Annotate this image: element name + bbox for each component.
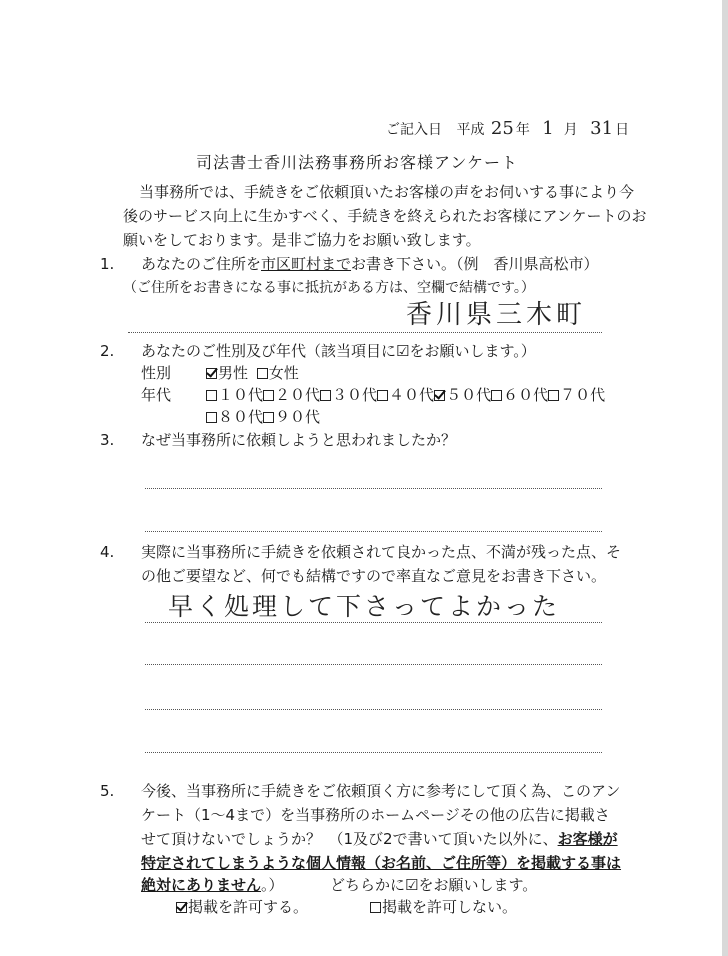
q5-text-line-2: ケート（1～4まで）を当事務所のホームページその他の広告に掲載さ: [141, 806, 610, 824]
gender-female-label: 女性: [268, 364, 299, 382]
intro-line-3: 願いをしております。是非ご協力をお願い致します。: [123, 231, 481, 249]
age-20s-label: ２０代: [275, 386, 321, 404]
age-40s-label: ４０代: [389, 386, 435, 404]
date-era: 平成: [456, 122, 485, 138]
publish-allow-label: 掲載を許可する。: [188, 898, 309, 916]
q5-text-line-5: [141, 876, 284, 895]
scan-edge: [722, 0, 728, 956]
gender-label: 性別: [141, 364, 172, 382]
q4-text-line-1: 実際に当事務所に手続きを依頼されて良かった点、不満が残った点、そ: [141, 543, 622, 561]
q3-answer-line-1[interactable]: [145, 488, 602, 489]
q5-text-line-4: 特定されてしまうような個人情報（お名前、ご住所等）を掲載する事は: [141, 854, 622, 872]
q1-text-underlined: 市区町村まで: [261, 255, 352, 273]
q1-number: 1.: [100, 255, 115, 273]
age-10s-label: １０代: [218, 386, 264, 404]
age-options-row-1: [206, 386, 605, 405]
age-20s-checkbox[interactable]: [263, 390, 274, 401]
age-40s-checkbox[interactable]: [377, 390, 388, 401]
age-50s-checkbox[interactable]: [434, 390, 445, 401]
q1-text-post: お書き下さい。（例 香川県高松市）: [351, 255, 599, 273]
q5-line-3-bold: お客様が: [557, 830, 618, 848]
q1-answer: 香川県三木町: [406, 300, 587, 330]
q4-number: 4.: [100, 543, 115, 561]
publish-allow-option[interactable]: [176, 898, 308, 917]
date-month: 1: [542, 118, 554, 139]
date-label: ご記入日: [386, 122, 442, 138]
age-90s-label: ９０代: [275, 408, 321, 426]
q4-answer: 早く処理して下さってよかった: [168, 592, 561, 621]
q5-number: 5.: [100, 782, 115, 800]
gender-male-checkbox[interactable]: [206, 368, 217, 379]
q5-check-instruction: どちらかに☑をお願いします。: [330, 876, 538, 894]
q5-line-3-pre: せて頂けないでしょうか？ （1及び2で書いて頂いた以外に、: [141, 830, 558, 848]
age-30s-label: ３０代: [332, 386, 378, 404]
q1-note: （ご住所をお書きになる事に抵抗がある方は、空欄で結構です。）: [123, 280, 535, 296]
date-day-unit: 日: [615, 122, 630, 138]
q5-line-5-bold: 絶対にありません: [141, 876, 262, 894]
publish-deny-label: 掲載を許可しない。: [382, 898, 518, 916]
q5-line-5-post: 。）: [261, 876, 284, 894]
date-year: 25: [490, 118, 514, 139]
intro-line-1: 当事務所では、手続きをご依頼頂いたお客様の声をお伺いする事により今: [139, 183, 635, 201]
q4-answer-line-1[interactable]: [145, 622, 602, 623]
age-50s-label: ５０代: [446, 386, 492, 404]
age-label: 年代: [141, 386, 172, 404]
gender-male-label: 男性: [218, 364, 249, 382]
age-70s-checkbox[interactable]: [548, 390, 559, 401]
q4-answer-line-4[interactable]: [145, 752, 602, 753]
gender-female-checkbox[interactable]: [257, 368, 268, 379]
age-30s-checkbox[interactable]: [320, 390, 331, 401]
date-day: 31: [590, 118, 614, 139]
q4-answer-line-3[interactable]: [145, 709, 602, 710]
q4-text-line-2: の他ご要望など、何でも結構ですので率直なご意見をお書き下さい。: [141, 567, 607, 585]
q3-text: なぜ当事務所に依頼しようと思われましたか？: [141, 431, 457, 449]
publish-deny-option[interactable]: [370, 898, 517, 917]
gender-options: [206, 364, 299, 383]
publish-allow-checkbox[interactable]: [176, 902, 187, 913]
age-60s-label: ６０代: [503, 386, 549, 404]
q1-text-pre: あなたのご住所を: [141, 255, 262, 273]
intro-line-2: 後のサービス向上に生かすべく、手続きを終えられたお客様にアンケートのお: [123, 207, 647, 225]
q4-answer-line-2[interactable]: [145, 664, 602, 665]
age-60s-checkbox[interactable]: [491, 390, 502, 401]
age-10s-checkbox[interactable]: [206, 390, 217, 401]
q1-text: [141, 255, 599, 274]
q1-answer-line: [128, 332, 602, 333]
age-70s-label: ７０代: [560, 386, 606, 404]
page-title: 司法書士香川法務事務所お客様アンケート: [196, 153, 519, 172]
q2-number: 2.: [100, 342, 115, 360]
age-80s-checkbox[interactable]: [206, 412, 217, 423]
age-80s-label: ８０代: [218, 408, 264, 426]
date-year-unit: 年: [515, 122, 530, 138]
entry-date: [386, 120, 629, 139]
q3-answer-line-2[interactable]: [145, 531, 602, 532]
q2-text: あなたのご性別及び年代（該当項目に☑をお願いします。）: [141, 342, 536, 360]
age-options-row-2: [206, 408, 320, 427]
date-month-unit: 月: [563, 122, 578, 138]
publish-deny-checkbox[interactable]: [370, 902, 381, 913]
q3-number: 3.: [100, 431, 115, 449]
q5-text-line-1: 今後、当事務所に手続きをご依頼頂く方に参考にして頂く為、このアン: [141, 782, 621, 800]
age-90s-checkbox[interactable]: [263, 412, 274, 423]
q5-text-line-3: [141, 830, 618, 849]
